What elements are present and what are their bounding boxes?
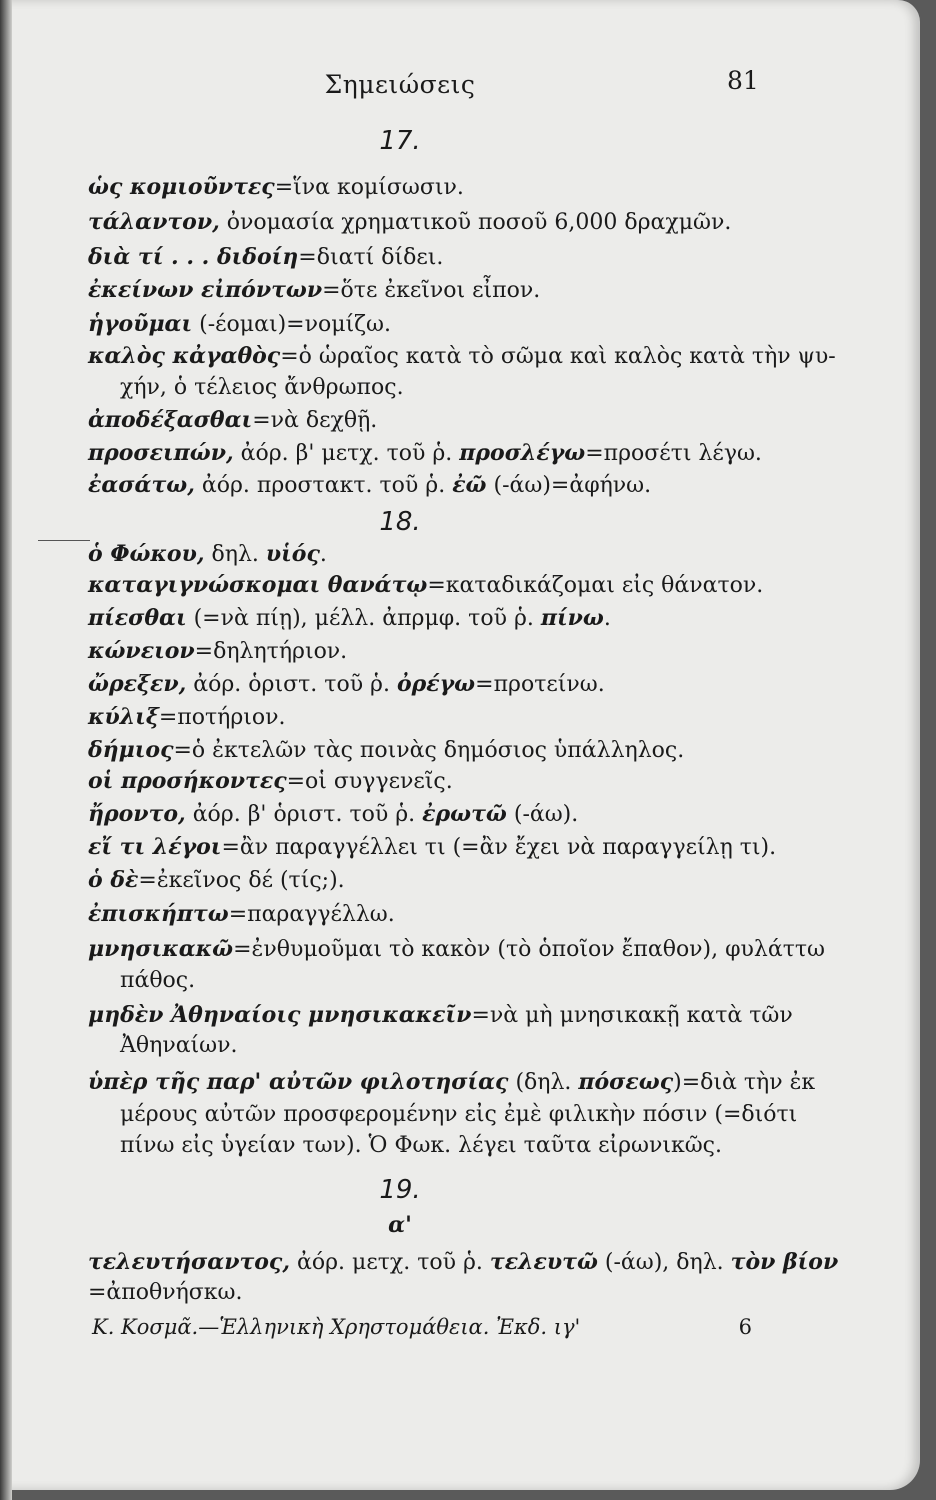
note-line-continued: πίνω εἰς ὑγείαν των). Ὁ Φωκ. λέγει ταῦτα εἰρωνικῶς.	[120, 1133, 722, 1158]
sheet-number: 6	[738, 1315, 752, 1339]
running-header: Σημειώσεις	[324, 70, 476, 99]
note-line: κώνειον=δηλητήριον.	[88, 638, 348, 664]
note-line: τάλαντον, ὀνομασία χρηματικοῦ ποσοῦ 6,000 δραχμῶν.	[88, 209, 732, 235]
note-line: ἐκείνων εἰπόντων=ὅτε ἐκεῖνοι εἶπον.	[88, 277, 541, 303]
section-heading-19: 19.	[379, 1175, 421, 1205]
section-heading-18: 18.	[379, 507, 421, 537]
footer	[92, 1312, 752, 1342]
note-line: ὁ δὲ=ἐκεῖνος δέ (τίς;).	[88, 867, 345, 893]
note-line: πίεσθαι (=νὰ πίῃ), μέλλ. ἀπρμφ. τοῦ ῥ. πίνω.	[88, 605, 611, 631]
subsection-alpha: α'	[388, 1212, 412, 1238]
note-line: ὤρεξεν, ἀόρ. ὁριστ. τοῦ ῥ. ὀρέγω=προτείνω.	[88, 671, 605, 697]
section-heading-17: 17.	[379, 126, 421, 156]
note-line: ἐπισκήπτω=παραγγέλλω.	[88, 901, 395, 927]
note-line-continued: χήν, ὁ τέλειος ἄνθρωπος.	[120, 375, 404, 400]
note-line: προσειπών, ἀόρ. β' μετχ. τοῦ ῥ. προσλέγω=προσέτι λέγω.	[88, 440, 762, 466]
note-line: ἀποδέξασθαι=νὰ δεχθῇ.	[88, 407, 378, 433]
note-line-continued: πάθος.	[120, 968, 196, 993]
note-line: μηδὲν Ἀθηναίοις μνησικακεῖν=νὰ μὴ μνησικακῇ κατὰ τῶν	[88, 1002, 793, 1028]
note-line-continued: =ἀποθνήσκω.	[88, 1280, 243, 1305]
footer-signature: Κ. Κοσμᾶ.—Ἑλληνικὴ Χρηστομάθεια. Ἐκδ. ιγ'	[92, 1315, 581, 1339]
note-line: ἡγοῦμαι (-έομαι)=νομίζω.	[88, 311, 391, 337]
note-line: καλὸς κἀγαθὸς=ὁ ὡραῖος κατὰ τὸ σῶμα καὶ καλὸς κατὰ τὴν ψυ-	[88, 343, 836, 369]
note-line: καταγιγνώσκομαι θανάτῳ=καταδικάζομαι εἰς θάνατον.	[88, 572, 764, 598]
note-line: διὰ τί . . . διδοίη=διατί δίδει.	[88, 244, 444, 270]
note-line: ὑπὲρ τῆς παρ' αὐτῶν φιλοτησίας (δηλ. πόσεως)=διὰ τὴν ἐκ	[88, 1069, 816, 1095]
note-line: εἴ τι λέγοι=ἂν παραγγέλλει τι (=ἂν ἔχει νὰ παραγγείλῃ τι).	[88, 834, 777, 860]
note-line-continued: Ἀθηναίων.	[120, 1033, 238, 1058]
note-line: ἤροντο, ἀόρ. β' ὁριστ. τοῦ ῥ. ἐρωτῶ (-άω).	[88, 801, 579, 827]
note-line: ὁ Φώκου, δηλ. υἱός.	[88, 541, 327, 567]
note-line-continued: μέρους αὐτῶν προσφερομένην εἰς ἐμὲ φιλικὴν πόσιν (=διότι	[120, 1102, 798, 1127]
page-edge	[0, 0, 12, 1500]
note-line: τελευτήσαντος, ἀόρ. μετχ. τοῦ ῥ. τελευτῶ (-άω), δηλ. τὸν βίον	[88, 1249, 839, 1275]
note-line: ἐασάτω, ἀόρ. προστακτ. τοῦ ῥ. ἐῶ (-άω)=ἀφήνω.	[88, 472, 652, 498]
note-line: δήμιος=ὁ ἐκτελῶν τὰς ποινὰς δημόσιος ὑπάλληλος.	[88, 737, 685, 763]
page-number: 81	[727, 66, 759, 95]
note-line: οἱ προσήκοντες=οἱ συγγενεῖς.	[88, 768, 453, 794]
note-line: κύλιξ=ποτήριον.	[88, 704, 286, 730]
note-line: ὡς κομιοῦντες=ἵνα κομίσωσιν.	[88, 174, 464, 200]
note-line: μνησικακῶ=ἐνθυμοῦμαι τὸ κακὸν (τὸ ὁποῖον ἔπαθον), φυλάττω	[88, 936, 825, 962]
margin-mark	[38, 540, 90, 541]
